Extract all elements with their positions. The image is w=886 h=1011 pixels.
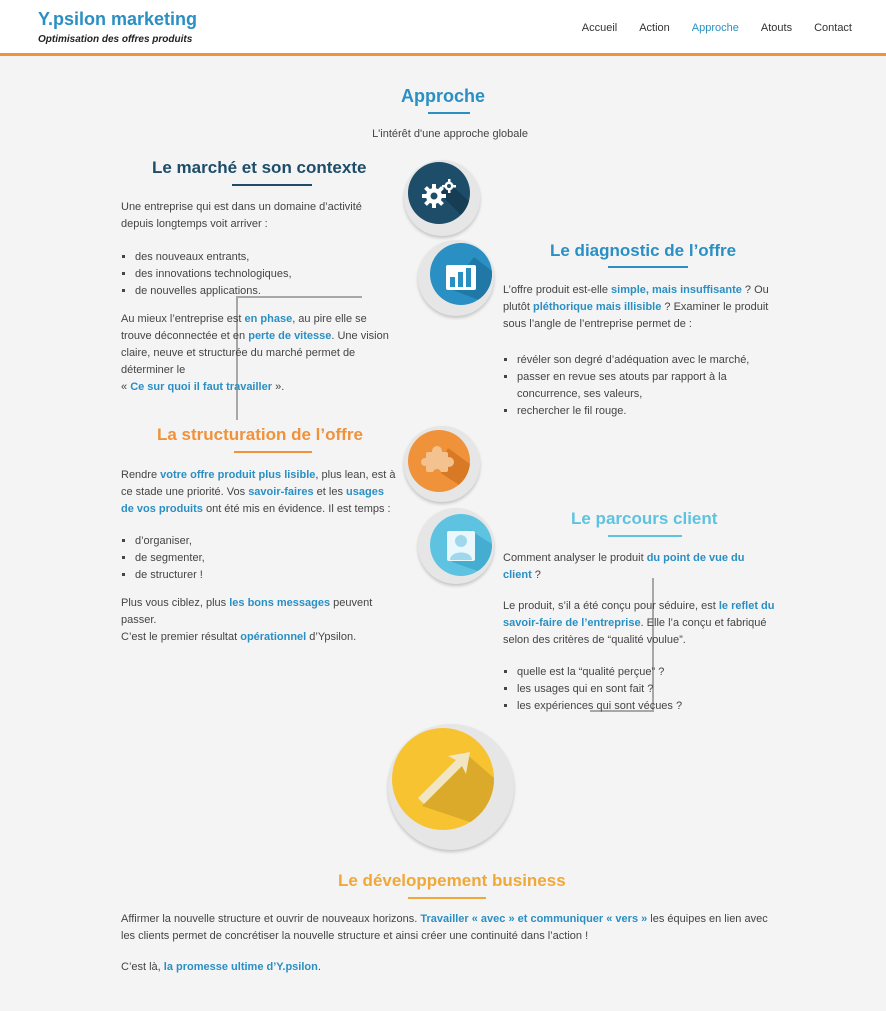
section-underline — [234, 451, 312, 453]
list-item: ▪ quelle est la “qualité perçue” ? — [517, 664, 775, 681]
brand-title[interactable]: Y.psilon marketing — [38, 9, 198, 29]
puzzle-icon — [408, 430, 470, 492]
section-text-structuration — [121, 467, 397, 646]
site-header — [0, 0, 886, 56]
list-item: ▪ d’organiser, — [135, 533, 397, 550]
paragraph: C’est là, la promesse ultime d’Y.psilon. — [121, 961, 321, 973]
paragraph: Une entreprise qui est dans un domaine d’activité depuis longtemps voit arriver : — [121, 201, 362, 230]
bullet-list — [503, 352, 771, 420]
section-underline — [408, 897, 486, 899]
section-underline — [608, 535, 682, 537]
brand-subtitle: Optimisation des offres produits — [38, 34, 193, 45]
section-title-developpement: Le développement business — [338, 871, 566, 890]
page-intro: L'intérêt d'une approche globale — [372, 128, 528, 140]
list-item: ▪ de segmenter, — [135, 550, 397, 567]
section-title-marche: Le marché et son contexte — [152, 158, 367, 177]
paragraph: L’offre produit est-elle simple, mais insuffisante ? Ou plutôt pléthorique mais illisible ? Examiner le produit sous l’angle de l’entreprise permet de : — [503, 284, 769, 330]
nav-accueil[interactable]: Accueil — [581, 22, 618, 34]
list-item: ▪ les usages qui en sont fait ? — [517, 681, 775, 698]
paragraph: Affirmer la nouvelle structure et ouvrir de nouveaux horizons. Travailler « avec » et communiquer « vers » les équipes en lien avec les clients permet de concrétiser la nouvelle structure et ainsi créer une continuité dans l’action ! — [121, 913, 768, 942]
arrow-up-right-icon — [392, 728, 494, 830]
section-text-parcours — [503, 550, 775, 715]
list-item: ▪ des nouveaux entrants, — [135, 249, 393, 266]
section-title-parcours: Le parcours client — [571, 509, 718, 528]
bullet-list — [121, 533, 397, 584]
section-text-marche — [121, 199, 393, 396]
list-item: ▪ révéler son degré d’adéquation avec le marché, — [517, 352, 771, 369]
list-item: ▪ passer en revue ses atouts par rapport à la concurrence, ses valeurs, — [517, 369, 771, 403]
nav-approche[interactable]: Approche — [691, 22, 739, 34]
paragraph: Rendre votre offre produit plus lisible, plus lean, est à ce stade une priorité. Vos savoir-faires et les usages de vos produits ont été mis en évidence. Il est temps : — [121, 469, 396, 515]
list-item: ▪ les expériences qui sont vécues ? — [517, 698, 775, 715]
main-nav — [582, 22, 852, 34]
list-item: ▪ de nouvelles applications. — [135, 283, 393, 300]
section-title-structuration: La structuration de l’offre — [157, 425, 363, 444]
user-icon — [430, 514, 492, 576]
nav-action[interactable]: Action — [639, 22, 670, 34]
section-underline — [608, 266, 688, 268]
nav-atouts[interactable]: Atouts — [760, 22, 793, 34]
section-title-diagnostic: Le diagnostic de l’offre — [550, 241, 737, 260]
bar-chart-icon — [430, 243, 492, 305]
list-item: ▪ des innovations technologiques, — [135, 266, 393, 283]
paragraph: Comment analyser le produit du point de vue du client ? — [503, 552, 745, 581]
title-underline — [428, 112, 470, 114]
gears-icon — [408, 162, 470, 224]
section-underline — [232, 184, 312, 186]
list-item: ▪ de structurer ! — [135, 567, 397, 584]
section-text-developpement — [121, 911, 771, 976]
paragraph: Le produit, s’il a été conçu pour séduire, est le reflet du savoir-faire de l’entreprise. Elle l’a conçu et fabriqué selon des critères de “qualité voulue”. — [503, 600, 775, 646]
page-title: Approche — [400, 86, 485, 106]
paragraph: Plus vous ciblez, plus les bons messages peuvent passer. C’est le premier résultat opérationnel d’Ypsilon. — [121, 597, 373, 643]
nav-contact[interactable]: Contact — [814, 22, 852, 34]
bullet-list — [121, 249, 393, 300]
section-text-diagnostic — [503, 282, 771, 420]
bullet-list — [503, 664, 775, 715]
paragraph: Au mieux l’entreprise est en phase, au pire elle se trouve déconnectée et en perte de vitesse. Une vision claire, neuve et structurée du marché permet de déterminer le « Ce sur quoi il faut travailler ». — [121, 313, 389, 393]
list-item: ▪ rechercher le fil rouge. — [517, 403, 771, 420]
